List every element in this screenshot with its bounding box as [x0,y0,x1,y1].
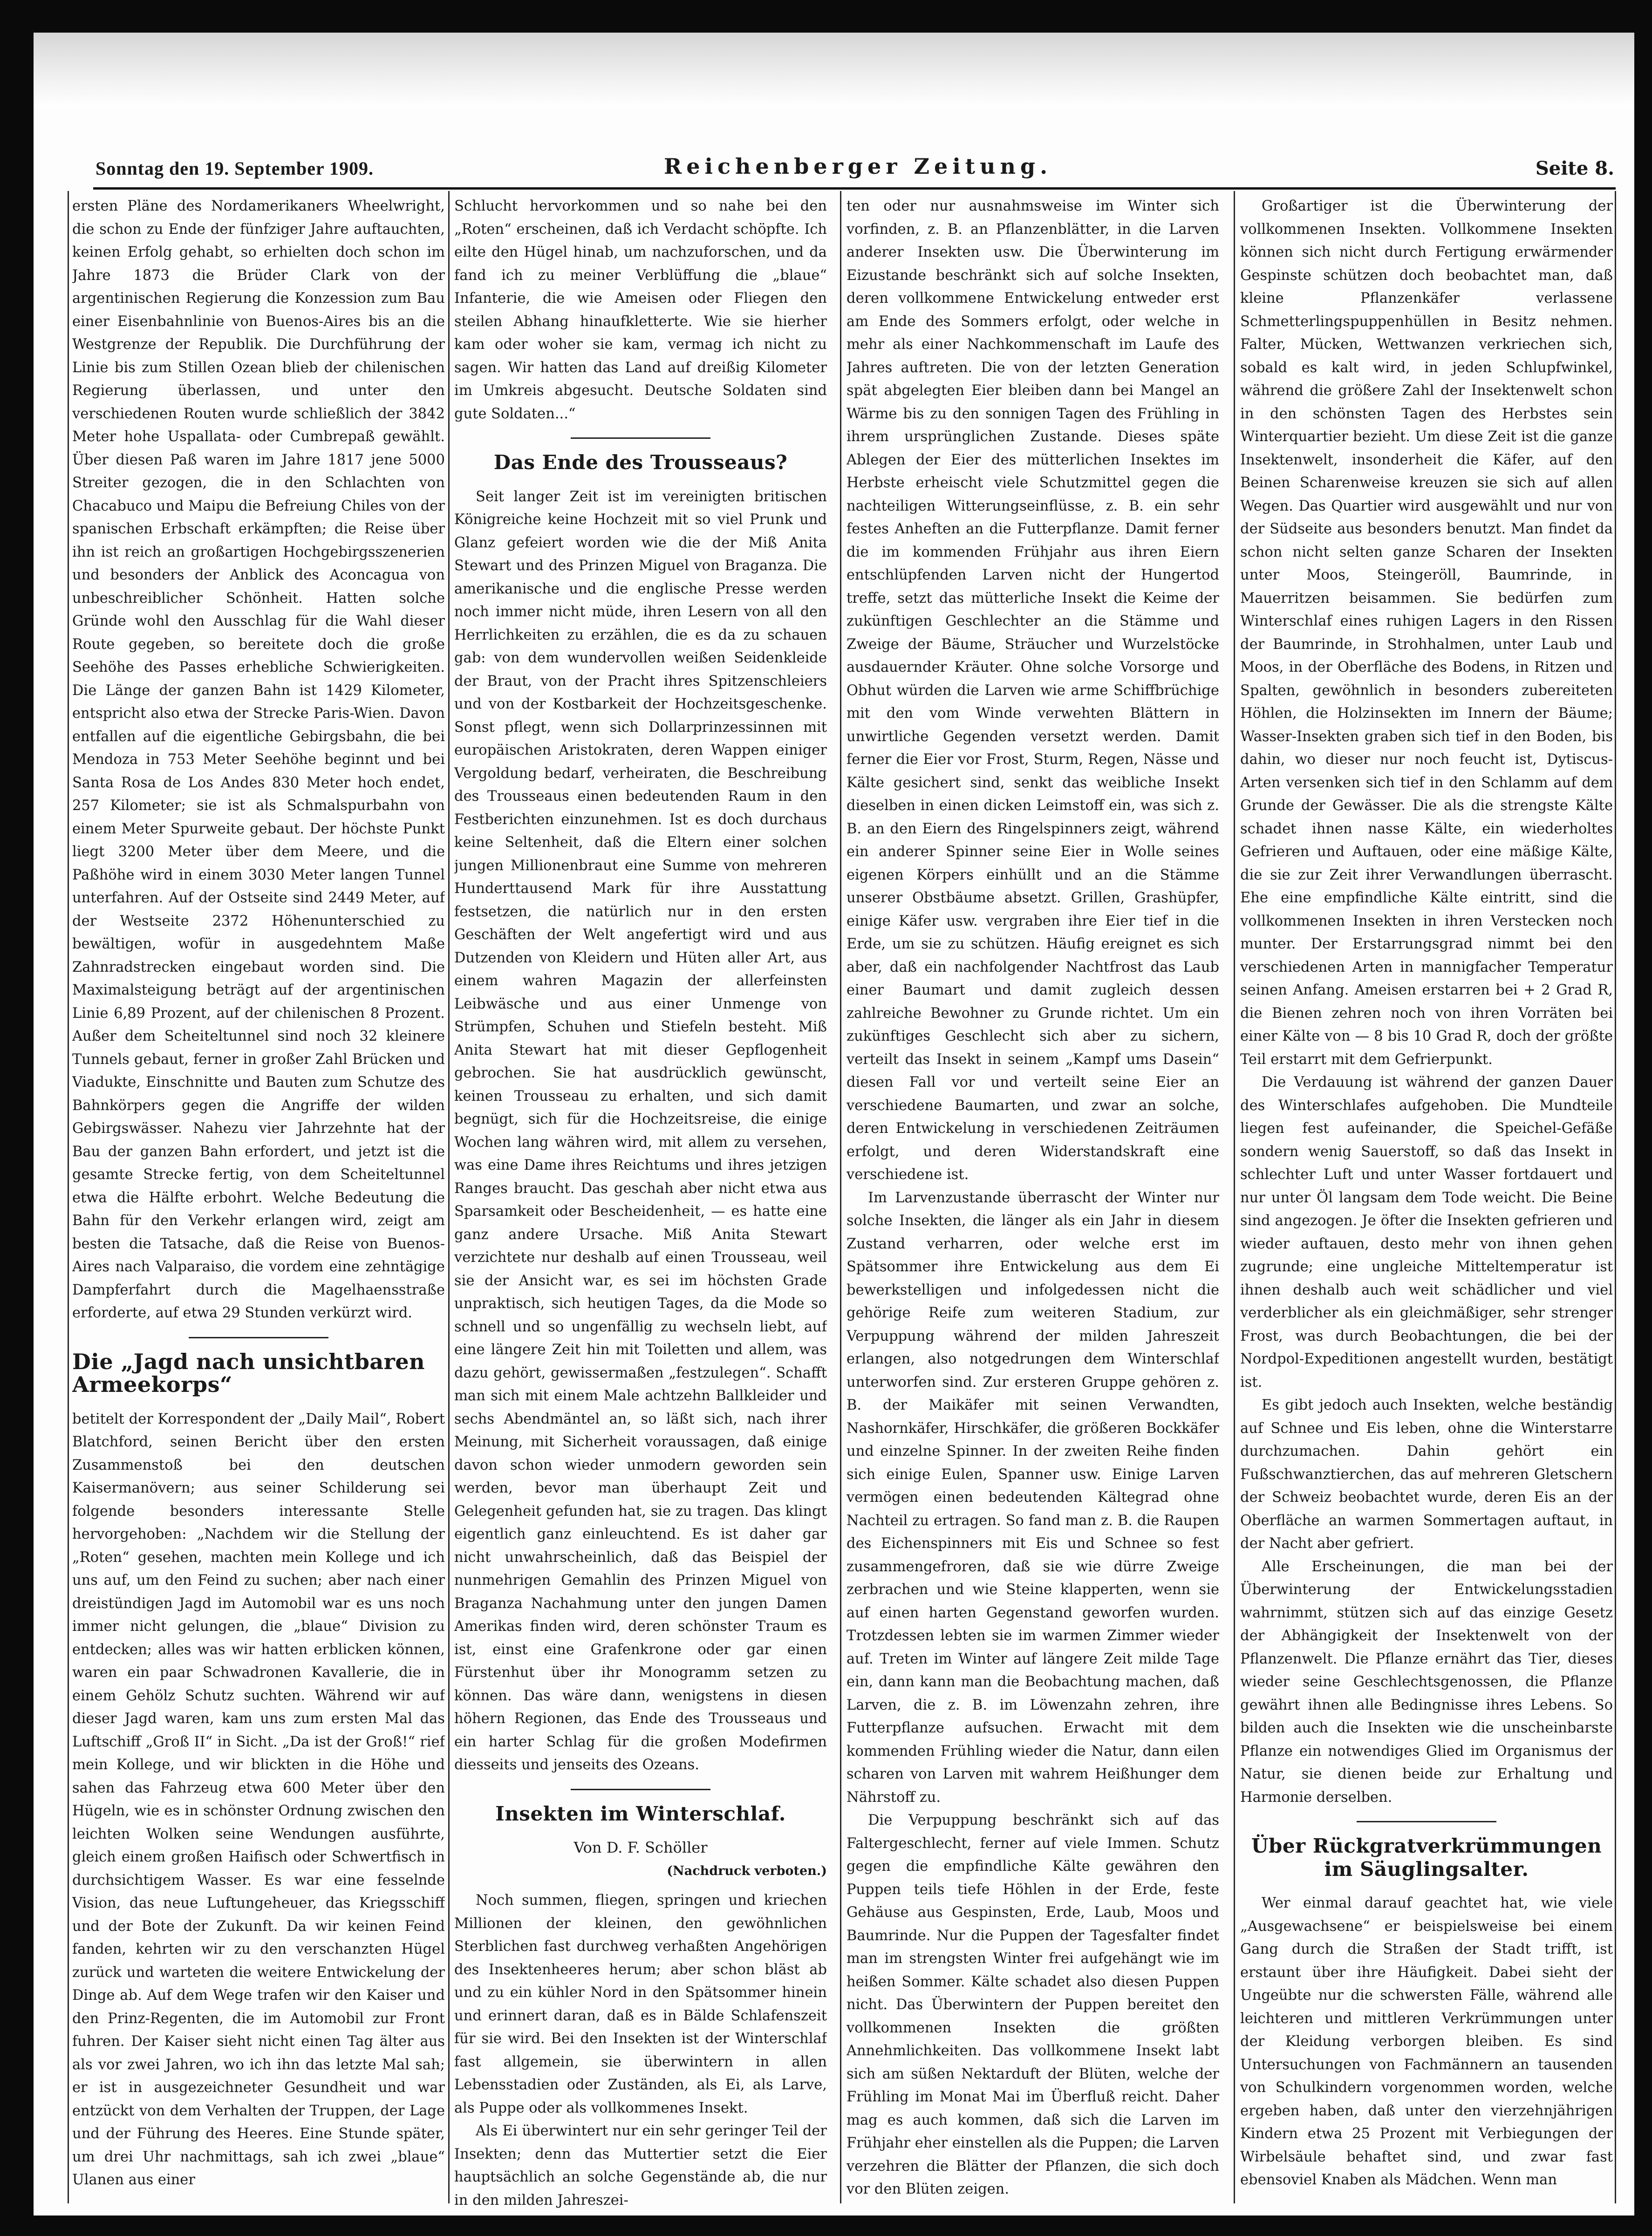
article-paragraph: Schlucht hervorkommen und so nahe bei den „Roten“ erscheinen, daß ich Verdacht schöpfte. Ich eilte den Hügel hinab, um nachzuforschen, und da fand ich zu meiner Verblüffung die „blaue“ Infanterie, die wie Ameisen oder Fliegen den steilen Abhang hinaufkletterte. Wie sie hierher kam oder woher sie kam, vermag ich nicht zu sagen. Wir hatten das Land auf dreißig Kilometer im Umkreis abgesucht. Deutsche Soldaten sind gute Soldaten...“ [454,198,827,422]
page-header [96,154,1614,186]
scan-border-bottom [0,2216,1652,2236]
article-headline: Insekten im Winterschlaf. [495,1802,786,1825]
scan-border-left [0,0,34,2236]
header-rule [93,187,1616,190]
column-rule [1615,191,1616,2203]
scan-border-top [0,0,1652,33]
article-separator [1357,1821,1496,1822]
article-paragraph: ersten Pläne des Nordamerikaners Wheelwright, die schon zu Ende der fünfziger Jahre auftauchten, keinen Erfolg gehabt, so erhielten doch schon im Jahre 1873 die Brüder Clark von der argentinischen Regierung die Konzession zum Bau einer Eisenbahnlinie von Buenos-Aires bis an die Westgrenze der Republik. Die Durchführung der Linie bis zum Stillen Ozean blieb der chilenischen Regierung überlassen, und unter den verschiedenen Routen wurde schließlich der 3842 Meter hohe Uspallata- oder Cumbrepaß gewählt. Über diesen Paß waren im Jahre 1817 jene 5000 Streiter gezogen, die in den Schlachten von Chacabuco und Maipu die Befreiung Chiles von der spanischen Erbschaft erkämpften; die Reise über ihn ist reich an großartigen Hochgebirgsszenerien und besonders der Anblick des Aconcagua von unbeschreiblicher Schönheit. Hatten solche Gründe wohl den Ausschlag für die Wahl dieser Route gegeben, so bereitete doch die große Seehöhe des Passes erhebliche Schwierigkeiten. Die Länge der ganzen Bahn ist 1429 Kilometer, entspricht also etwa der Strecke Paris-Wien. Davon entfallen auf die eigentliche Gebirgsbahn, die bei Mendoza in 753 Meter Seehöhe beginnt und bei Santa Rosa de Los Andes 830 Meter hoch endet, 257 Kilometer; sie ist als Schmalspurbahn von einem Meter Spurweite gebaut. Der höchste Punkt liegt 3200 Meter über dem Meere, und die Paßhöhe wird in einem 3030 Meter langen Tunnel unterfahren. Auf der Ostseite sind 2449 Meter, auf der Westseite 2372 Höhenunterschied zu bewältigen, wofür in ausgedehntem Maße Zahnradstrecken eingebaut worden sind. Die Maximalsteigung beträgt auf der argentinischen Linie 6,89 Prozent, auf der chilenischen 8 Prozent. Außer dem Scheiteltunnel sind noch 32 kleinere Tunnels gebaut, ferner in großer Zahl Brücken und Viadukte, Einschnitte und Bauten zum Schutze des Bahnkörpers gegen die Angriffe der wilden Gebirgswässer. Nahezu vier Jahrzehnte hat der Bau der ganzen Bahn erfordert, und jetzt ist die gesamte Strecke fertig, von dem Scheiteltunnel etwa die Hälfte erbohrt. Welche Bedeutung die Bahn für den Verkehr erlangen wird, zeigt am besten die Tatsache, daß die Reise von Buenos-Aires nach Valparaiso, die vordem eine zehntägige Dampferfahrt durch die Magelhaensstraße erforderte, auf etwa 29 Stunden verkürzt wird. [72,198,445,1321]
article-paragraph: Alle Erscheinungen, die man bei der Überwinterung der Entwickelungsstadien wahrnimmt, stützen sich auf das einzige Gesetz der Abhängigkeit der Insektenwelt von der Pflanzenwelt. Die Pflanze ernährt das Tier, dieses wieder seine Geschlechtsgenossen, die Pflanze gewährt ihnen alle Bedingnisse ihres Lebens. So bilden auch die Insekten wie die unscheinbarste Pflanze ein notwendiges Glied im Organismus der Natur, sie dienen beide zur Erhaltung und Harmonie derselben. [1240,1558,1613,1806]
column-rule [1234,191,1235,2203]
article-paragraph: Es gibt jedoch auch Insekten, welche beständig auf Schnee und Eis leben, ohne die Winterstarre durchzumachen. Dahin gehört ein Fußschwanztierchen, das auf mehreren Gletschern der Schweiz beobachtet wurde, deren Eis an der Oberfläche an warmen Sommertagen auftaut, in der Nacht aber gefriert. [1240,1397,1613,1552]
column-1 [72,195,445,2212]
newspaper-title: Reichenberger Zeitung. [664,154,1052,179]
article-separator [189,1337,328,1338]
scan-shadow [34,33,1652,107]
article-paragraph: Seit langer Zeit ist im vereinigten britischen Königreiche keine Hochzeit mit so viel Prunk und Glanz gefeiert worden wie die der Miß Anita Stewart und des Prinzen Miguel von Braganza. Die amerikanische und die englische Presse werden noch immer nicht müde, ihren Lesern von all den Herrlichkeiten zu erzählen, die es da zu schauen gab: von dem wundervollen weißen Seidenkleide der Braut, von der Pracht ihres Spitzenschleiers und von der Kostbarkeit der Hochzeitsgeschenke. Sonst pflegt, wenn sich Dollarprinzessinnen mit europäischen Aristokraten, deren Wappen einiger Vergoldung bedarf, verheiraten, die Beschreibung des Trousseaus einen bedeutenden Raum in den Festberichten einzunehmen. Ist es doch durchaus keine Seltenheit, daß die Eltern einer solchen jungen Millionenbraut eine Summe von mehreren Hunderttausend Mark für ihre Ausstattung festsetzen, die natürlich nur in den ersten Geschäften der Welt angefertigt wird und aus Dutzenden von Kleidern und Hüten aller Art, aus einem wahren Magazin der allerfeinsten Leibwäsche und aus einer Unmenge von Strümpfen, Schuhen und Stiefeln besteht. Miß Anita Stewart hat mit dieser Gepflogenheit gebrochen. Sie hat ausdrücklich gewünscht, keinen Trousseau zu erhalten, und sich damit begnügt, sich für die Hochzeitsreise, die einige Wochen lang währen wird, mit allem zu versehen, was eine Dame ihres Reichtums und ihres jetzigen Ranges braucht. Das geschah aber nicht etwa aus Sparsamkeit oder Bescheidenheit, — es hatte eine ganz andere Ursache. Miß Anita Stewart verzichtete nur deshalb auf einen Trousseau, weil sie der Ansicht war, es sei im höchsten Grade unpraktisch, sich heutigen Tages, da die Mode so schnell und so ungenfällig zu wechseln liebt, auf eine längere Zeit hin mit Toiletten und allem, was dazu gehört, gewissermaßen „festzulegen“. Schafft man sich mit einem Male achtzehn Ballkleider und sechs Abendmäntel an, so läßt sich, nach ihrer Meinung, mit Sicherheit voraussagen, daß einige davon schon wieder unmodern geworden sein werden, bevor man überhaupt Zeit und Gelegenheit gefunden hat, sie zu tragen. Das klingt eigentlich ganz einleuchtend. Es ist daher gar nicht unwahrscheinlich, daß das Beispiel der nunmehrigen Gemahlin des Prinzen Miguel von Braganza Nachahmung unter den jungen Damen Amerikas finden wird, deren schönster Traum es ist, einst eine Grafenkrone oder gar einen Fürstenhut über ihr Monogramm setzen zu können. Das wäre dann, wenigstens in diesen höhern Regionen, das Ende des Trousseaus und ein harter Schlag für die großen Modefirmen diesseits und jenseits des Ozeans. [454,488,827,1773]
article-headline: Das Ende des Trousseaus? [493,451,788,474]
column-rule [448,191,450,2203]
article-paragraph: betitelt der Korrespondent der „Daily Mail“, Robert Blatchford, seinen Bericht über den ersten Zusammenstoß bei den deutschen Kaisermanövern; aus seiner Schilderung sei folgende besonders interessante Stelle hervorgehoben: „Nachdem wir die Stellung der „Roten“ gesehen, machten mein Kollege und ich uns auf, um den Feind zu suchen; aber nach einer dreistündigen Jagd im Automobil war es uns noch immer nicht gelungen, die „blaue“ Division zu entdecken; alles was wir hatten erblicken können, waren ein paar Schwadronen Kavallerie, die in einem Gehölz Schutz suchten. Während wir auf dieser Jagd waren, kam uns zum ersten Mal das Luftschiff „Groß II“ in Sicht. „Da ist der Groß!“ rief mein Kollege, und wir blickten in die Höhe und sahen das Fahrzeug etwa 600 Meter über den Hügeln, wie es in schönster Ordnung zwischen den leichten Wolken seine Wendungen ausführte, gleich einem großen Haifisch oder Schwertfisch in durchsichtigem Wasser. Es war eine fesselnde Vision, das neue Luftungeheuer, das Kriegsschiff und der Bote der Zukunft. Da wir keinen Feind fanden, kehrten wir zu den verschanzten Hügel zurück und warteten die weitere Entwickelung der Dinge ab. Auf dem Wege trafen wir den Kaiser und den Prinz-Regenten, die im Automobil zur Front fuhren. Der Kaiser sieht nicht einen Tag älter aus als vor zwei Jahren, wo ich ihn das letzte Mal sah; er ist in ausgezeichneter Gesundheit und war entzückt von dem Verhalten der Truppen, der Lage und der Führung des Heeres. Eine Stunde später, um drei Uhr nachmittags, sah ich zwei „blaue“ Ulanen aus einer [72,1411,445,2188]
reprint-notice: (Nachdruck verboten.) [667,1863,827,1878]
article-headline: Über Rückgratverkrümmungen im Säuglingsalter. [1251,1834,1602,1881]
article-separator [571,437,710,439]
column-rule [68,191,69,2203]
column-rule [840,191,841,2203]
article-paragraph: Großartiger ist die Überwinterung der vollkommenen Insekten. Vollkommene Insekten können sich nicht durch Fertigung erwärmender Gespinste schützen doch beobachtet man, daß kleine Pflanzenkäfer verlassene Schmetterlingspuppenhüllen in Besitz nehmen. Falter, Mücken, Wettwanzen verkriechen sich, sobald es kalt wird, in jeden Schlupfwinkel, während die größere Zahl der Insektenwelt schon in den schönsten Tagen des Herbstes sein Winterquartier bezieht. Um diese Zeit ist die ganze Insektenwelt, insonderheit die Käfer, auf den Beinen Scharenweise kreuzen sie sich auf allen Wegen. Das Quartier wird ausgewählt und nur von der Südseite aus besonders benutzt. Man findet da schon nicht selten ganze Scharen der Insekten unter Moos, Steingeröll, Baumrinde, in Mauerritzen beisammen. Sie bedürfen zum Winterschlaf eines ruhigen Lagers in den Rissen der Baumrinde, in Strohhalmen, unter Laub und Moos, in der Oberfläche des Bodens, in Ritzen und Spalten, gewöhnlich in besonders zubereiteten Höhlen, die Holzinsekten im Innern der Bäume; Wasser-Insekten graben sich tief in den Boden, bis dahin, wo dieser nur noch feucht ist, Dytiscus-Arten versenken sich tief in den Schlamm auf dem Grunde der Gewässer. Die als die strengste Kälte schadet ihnen nasse Kälte, ein wiederholtes Gefrieren und Auftauen, oder eine mäßige Kälte, die sie zur Zeit ihrer Verwandlungen überrascht. Ehe eine empfindliche Kälte eintritt, sind die vollkommenen Insekten in ihren Verstecken noch munter. Der Erstarrungsgrad nimmt bei den verschiedenen Arten in mannigfacher Temperatur seinen Anfang. Ameisen erstarren bei + 2 Grad R, die Bienen zehren noch von ihren Vorräten bei einer Kälte von — 8 bis 10 Grad R, doch der größte Teil erstarrt mit dem Gefrierpunkt. [1240,198,1613,1068]
article-headline: Die „Jagd nach unsichtbaren Armeekorps“ [72,1349,425,1397]
article-paragraph: Im Larvenzustande überrascht der Winter nur solche Insekten, die länger als ein Jahr in diesem Zustand verharren, oder welche erst im Spätsommer ihre Entwickelung aus dem Ei bewerkstelligen und infolgedessen nicht die gehörige Reife zum weiteren Stadium, zur Verpuppung während der milden Jahreszeit erlangen, also notgedrungen dem Winterschlaf unterworfen sind. Zur ersteren Gruppe gehören z. B. der Maikäfer mit seinen Verwandten, Nashornkäfer, Hirschkäfer, die größeren Bockkäfer und einzelne Spinner. In der zweiten Reihe finden sich einige Eulen, Spanner usw. Einige Larven vermögen einen bedeutenden Kältegrad ohne Nachteil zu ertragen. So fand man z. B. die Raupen des Eichenspinners mit Eis und Schnee so fest zusammengefroren, daß sie wie dürre Zweige zerbrachen und wie Steine klapperten, wenn sie auf einen harten Gegenstand geworfen wurden. Trotzdessen lebten sie im warmen Zimmer wieder auf. Treten im Winter auf längere Zeit milde Tage ein, dann kann man die Beobachtung machen, daß Larven, die z. B. im Löwenzahn zehren, ihre Futterpflanze aufsuchen. Erwacht mit dem kommenden Frühling wieder die Natur, dann eilen scharen von Larven mit wahrem Heißhunger dem Nährstoff zu. [846,1189,1219,1806]
column-3 [846,195,1219,2212]
article-paragraph: Noch summen, fliegen, springen und kriechen Millionen der kleinen, den gewöhnlichen Sterblichen fast durchweg verhaßten Angehörigen des Insektenheeres herum; aber schon bläst ab und zu ein kühler Nord in den Spätsommer hinein und erinnert daran, daß es in Bälde Schlafenszeit für sie wird. Bei den Insekten ist der Winterschlaf fast allgemein, sie überwintern in allen Lebensstadien oder Zuständen, als Ei, als Larve, als Puppe oder als vollkommenes Insekt. [454,1892,827,2116]
column-2 [454,195,827,2212]
article-paragraph: Die Verdauung ist während der ganzen Dauer des Winterschlafes aufgehoben. Die Mundteile liegen fest aufeinander, die Speichel-Gefäße sondern wenig Sauerstoff, so daß das Insekt in schlechter Luft und unter Wasser fortdauert und nur unter Öl langsam dem Tode weicht. Die Beine sind angezogen. Je öfter die Insekten gefrieren und wieder auftauen, desto mehr von ihnen gehen zugrunde; eine ungleiche Mitteltemperatur ist ihnen deshalb auch weit schädlicher und viel verderblicher als ein gleichmäßiger, sehr strenger Frost, was durch Beobachtungen, die bei der Nordpol-Expeditionen angestellt wurden, bestätigt ist. [1240,1074,1613,1391]
scan-border-right [1634,0,1652,2236]
article-paragraph: Wer einmal darauf geachtet hat, wie viele „Ausgewachsene“ er beispielsweise bei einem Gang durch die Straßen der Stadt trifft, ist erstaunt über ihre Häufigkeit. Dabei sieht der Ungeübte nur die schwersten Fälle, während alle leichteren und mittleren Verkrümmungen unter der Kleidung verborgen bleiben. Es sind Untersuchungen von Fachmännern an tausenden von Schulkindern vorgenommen worden, welche ergeben haben, daß unter den vierzehnjährigen Kindern etwa 25 Prozent mit Verbiegungen der Wirbelsäule behaftet sind, und zwar fast ebensoviel Knaben als Mädchen. Wenn man [1240,1895,1613,2188]
article-byline: Von D. F. Schöller [573,1839,708,1856]
article-paragraph: Die Verpuppung beschränkt sich auf das Faltergeschlecht, ferner auf viele Immen. Schutz gegen die empfindliche Kälte gewähren den Puppen teils tiefe Höhlen in der Erde, feste Gehäuse aus Gespinsten, Erde, Laub, Moos und Baumrinde. Nur die Puppen der Tagesfalter findet man im strengsten Winter frei aufgehängt wie im heißen Sommer. Kälte schadet also diesen Puppen nicht. Das Überwintern der Puppen bereitet den vollkommenen Insekten die größten Annehmlichkeiten. Das vollkommene Insekt labt sich am süßen Nektarduft der Blüten, welche der Frühling im Monat Mai im Überfluß reicht. Daher mag es auch kommen, daß sich die Larven im Frühjahr eher einstellen als die Puppen; die Larven verzehren die Blätter der Pflanzen, die sich doch vor den Blüten zeigen. [846,1812,1219,2197]
article-paragraph: ten oder nur ausnahmsweise im Winter sich vorfinden, z. B. an Pflanzenblätter, in die Larven anderer Insekten usw. Die Überwinterung im Eizustande beschränkt sich auf solche Insekten, deren vollkommene Entwickelung entweder erst am Ende des Sommers erfolgt, oder welche in mehr als einer Nachkommenschaft im Laufe des Jahres auftreten. Die von der letzten Generation spät abgelegten Eier bleiben dann bei Mangel an Wärme bis zu den sonnigen Tagen des Frühling in ihrem ursprünglichen Zustande. Dieses späte Ablegen der Eier des mütterlichen Insektes im Herbste erheischt viele Schutzmittel gegen die nachteiligen Witterungseinflüsse, z. B. ein sehr festes Anheften an die Futterpflanze. Damit ferner die im kommenden Frühjahr aus ihren Eiern entschlüpfenden Larven nicht der Hungertod treffe, setzt das mütterliche Insekt die Keime der zukünftigen Geschlechter an die Stämme und Zweige der Bäume, Sträucher und Wurzelstöcke ausdauernder Kräuter. Ohne solche Vorsorge und Obhut würden die Larven wie arme Schiffbrüchige mit den vom Winde verwehten Blättern in unwirtliche Gegenden versetzt werden. Damit ferner die Eier vor Frost, Sturm, Regen, Nässe und Kälte gesichert sind, senkt das weibliche Insekt dieselben in einen dicken Leimstoff ein, was sich z. B. an den Eiern des Ringelspinners zeigt, während ein anderer Spinner seine Eier in Wolle seines eigenen Körpers einhüllt und an die Stämme unserer Obstbäume absetzt. Grillen, Grashüpfer, einige Käfer usw. vergraben ihre Eier tief in die Erde, um sie zu schützen. Häufig ereignet es sich aber, daß ein nachfolgender Nachtfrost das Laub einer Baumart und damit zugleich dessen zahlreiche Bewohner zu Grunde richtet. Um ein zukünftiges Geschlecht sich aber zu sichern, verteilt das Insekt in seinem „Kampf ums Dasein“ diesen Fall vor und verteilt seine Eier an verschiedene Baumarten, und zwar an solche, deren Entwickelung in verschiedenen Zeiträumen erfolgt, und deren Widerstandskraft eine verschiedene ist. [846,198,1219,1183]
issue-date: Sonntag den 19. September 1909. [96,158,374,179]
article-paragraph: Als Ei überwintert nur ein sehr geringer Teil der Insekten; denn das Muttertier setzt die Eier hauptsächlich an solche Gegenstände ab, die nur in den milden Jahreszei- [454,2123,827,2209]
page-number: Seite 8. [1535,157,1614,179]
article-separator [571,1789,710,1790]
column-4 [1240,195,1613,2212]
